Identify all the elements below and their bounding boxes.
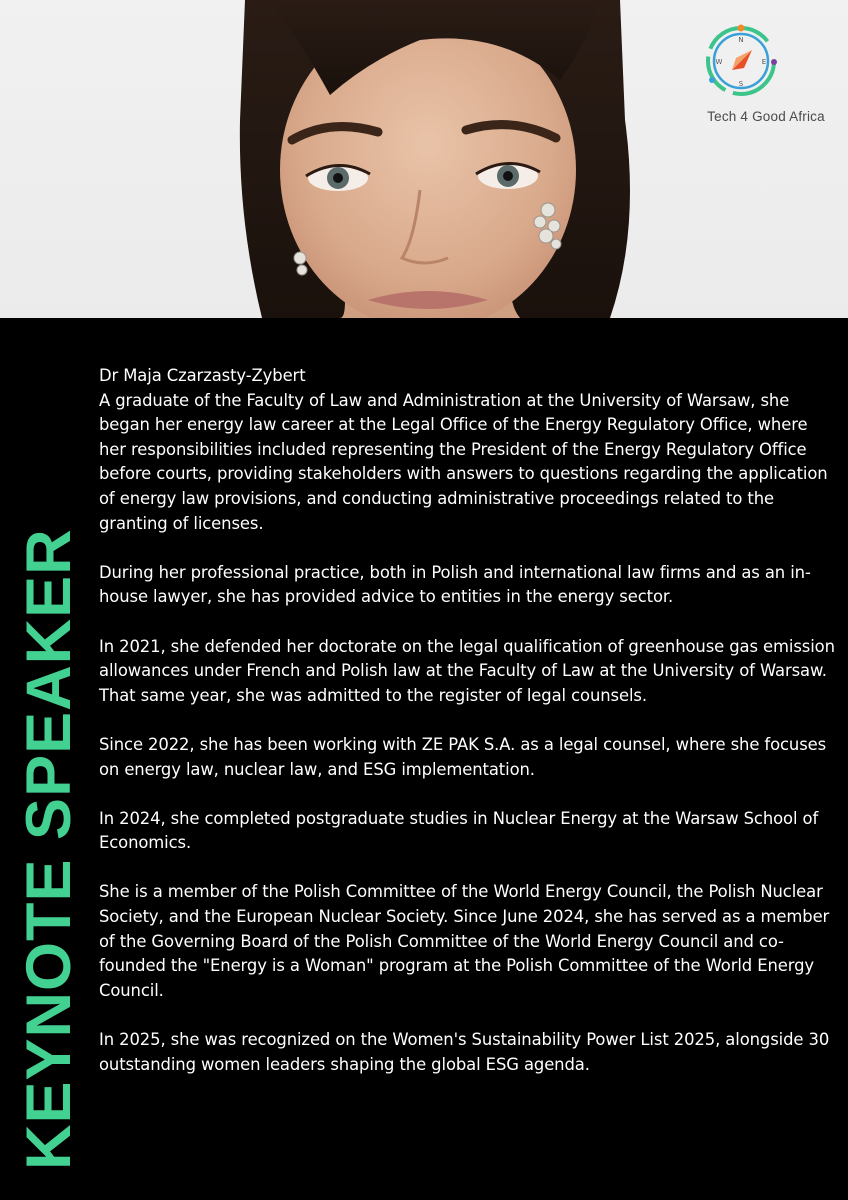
compass-letter-e: E bbox=[761, 58, 767, 66]
speaker-name: Dr Maja Czarzasty-Zybert bbox=[99, 366, 306, 385]
compass-icon bbox=[702, 22, 780, 100]
bio-paragraph: In 2024, she completed postgraduate studies in Nuclear Energy at the Warsaw School of Economics. bbox=[99, 808, 819, 853]
speaker-bio bbox=[99, 364, 835, 1077]
bio-paragraph: A graduate of the Faculty of Law and Administration at the University of Warsaw, she began her energy law career at the Legal Office of the Energy Regulatory Office, where her responsibilities included representing the President of the Energy Regulatory Office before courts, providing stakeholders with answers to questions regarding the application of energy law provisions, and conducting administrative proceedings related to the granting of licenses. bbox=[99, 390, 828, 533]
compass-letter-s: S bbox=[738, 80, 744, 88]
bio-paragraph: Since 2022, she has been working with ZE PAK S.A. as a legal counsel, where she focuses on energy law, nuclear law, and ESG implementation. bbox=[99, 734, 827, 779]
brand-name: Tech 4 Good Africa bbox=[707, 109, 825, 124]
bio-paragraph: In 2021, she defended her doctorate on the legal qualification of greenhouse gas emission allowances under French and Polish law at the Faculty of Law at the University of Warsaw. That same year, she was admitted to the register of legal counsels. bbox=[99, 636, 835, 705]
speaker-photo bbox=[0, 0, 848, 318]
bio-paragraph: In 2025, she was recognized on the Women's Sustainability Power List 2025, alongside 30 outstanding women leaders shaping the global ESG agenda. bbox=[99, 1030, 830, 1074]
brand-logo bbox=[702, 22, 830, 132]
compass-letter-w: W bbox=[715, 58, 723, 66]
compass-letter-n: N bbox=[738, 36, 744, 44]
bio-paragraph: During her professional practice, both in Polish and international law firms and as an in-house lawyer, she has provided advice to entities in the energy sector. bbox=[99, 562, 811, 607]
keynote-speaker-label: KEYNOTE SPEAKER bbox=[14, 528, 84, 1170]
bio-paragraph: She is a member of the Polish Committee of the World Energy Council, the Polish Nuclear Society, and the European Nuclear Society. Since June 2024, she has served as a member of the Governing Board of the Polish Committee of the World Energy Council and co-founded the "Energy is a Woman" program at the Polish Committee of the World Energy Council. bbox=[99, 882, 830, 1000]
